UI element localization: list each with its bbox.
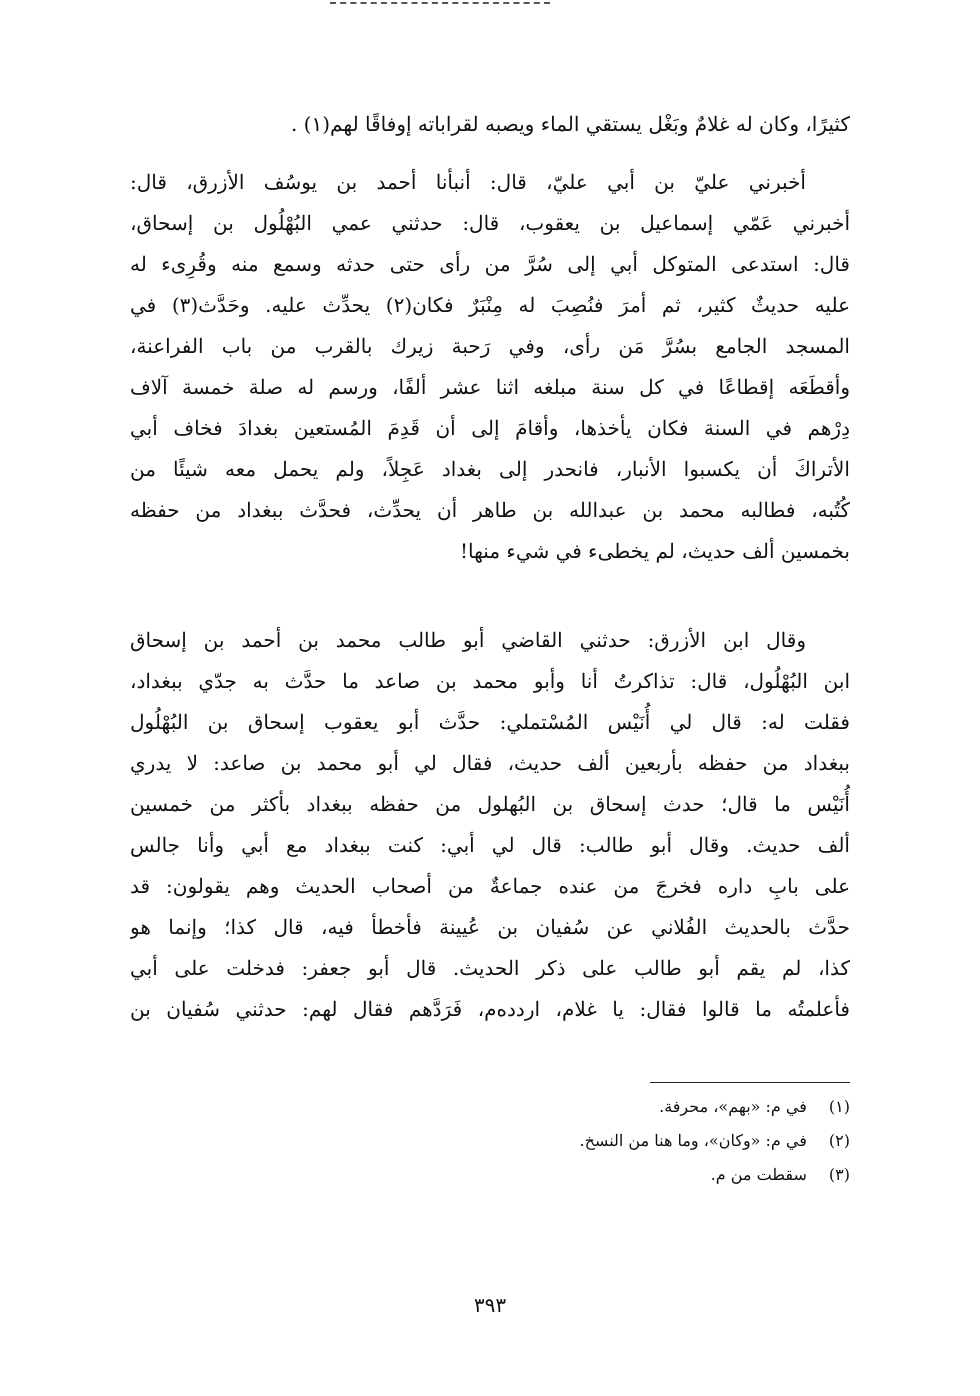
text-line: بخمسين ألف حديث، لم يخطىء في شيء منها!	[459, 539, 850, 563]
text-line: وقال ابن الأزرق: حدثني القاضي أبو طالب محمد بن أحمد بن إسحاق	[130, 628, 806, 652]
text-line: كُتُبه، فطالبه محمد بن عبدالله بن طاهر أن يحدِّث، فحدَّث ببغداد من حفظه	[130, 498, 850, 522]
text-line: المسجد الجامع بسُرَّ مَن رأى، وفي رَحبة زيرك بالقرب من باب الفراعنة،	[130, 334, 850, 358]
intro-block	[130, 104, 850, 145]
footnote-2	[400, 1124, 850, 1158]
text-line: على بابِ داره فخرجَ من عنده جماعةٌ من أصحاب الحديث وهم يقولون: قد	[130, 874, 850, 898]
footnote-number: (١)	[828, 1097, 850, 1116]
text-line: كذا، لم يقم أبو طالب على ذكر الحديث. قال أبو جعفر: فدخلت على أبي	[130, 956, 850, 980]
text-line: فأعلمتُه ما قالوا فقال: يا غلام، اردده‌م، فَرَدَّهم فقال لهم: حدثني سُفيان بن	[130, 997, 850, 1021]
footnote-3	[400, 1158, 850, 1192]
paragraph-1	[130, 162, 850, 572]
footnote-number: (٢)	[828, 1131, 850, 1150]
text-line: حدَّث بالحديث الفُلاني عن سُفيان بن عُيينة فأخطأ فيه، قال كذا؛ وإنما هو	[130, 915, 850, 939]
text-line: كثيرًا، وكان له غلامٌ وبَغْل يستقي الماء ويصبه لقراباته إوفاقًا لهم(١) .	[290, 112, 850, 136]
footnotes	[400, 1090, 850, 1192]
footnote-number: (٣)	[828, 1165, 850, 1184]
text-line: عليه حديثٌ كثير، ثم أمرَ فنُصِبَ له مِنْبَرٌ فكان(٢) يحدِّث عليه. وحَدَّث(٣) في	[130, 293, 850, 317]
text-line: ألف حديث. وقال أبو طالب: قال لي أبي: كنت ببغداد مع أبي وأنا جالس	[130, 833, 850, 857]
footnote-text: سقطت من م.	[710, 1165, 807, 1184]
text-line: أخبرني عَمّي إسماعيل بن يعقوب، قال: حدثني عمي البُهْلُول بن إسحاق،	[130, 211, 850, 235]
footnote-divider	[650, 1082, 850, 1083]
text-line: ببغداد من حفظه بأربعين ألف حديث، فقال لي أبو محمد بن صاعد: لا يدري	[130, 751, 850, 775]
text-line: فقلت له: قال لي أُنَيْس المُسْتملي: حدَّث أبو يعقوب إسحاق بن البُهْلُول	[130, 710, 850, 734]
paragraph-2	[130, 620, 850, 1030]
text-line: قال: استدعى المتوكل أبي إلى سُرَّ من رأى حتى حدثه وسمع منه وقُرِىء له	[130, 252, 850, 276]
top-rule	[330, 2, 550, 4]
page-number: ٣٩٣	[473, 1293, 507, 1317]
text-line: الأتراكَ أن يكسبوا الأنبار، فانحدر إلى بغداد عَجِلاً، ولم يحمل معه شيئًا من	[130, 457, 850, 481]
text-line: وأقطَعَه إقطاعًا في كل سنة مبلغه اثنا عشر ألفًا، ورسم له صلة خمسة آلاف	[130, 375, 850, 399]
text-line: دِرْهم في السنة فكان يأخذها، وأقامَ إلى أن قَدِمَ المُستعين بغدادَ فخاف أبي	[130, 416, 850, 440]
footnote-1	[400, 1090, 850, 1124]
text-line: أخبرني عليّ بن أبي عليّ، قال: أنبأنا أحمد بن يوسُف الأزرق، قال:	[130, 170, 806, 194]
text-line: أُنَيْس ما قال؛ حدث إسحاق بن البُهلول من حفظه ببغداد بأكثر من خمسين	[130, 792, 850, 816]
text-line: ابن البُهْلُول، قال: تذاكرتُ أنا وأبو محمد بن صاعد ما حدَّث به جدّي ببغداد،	[130, 669, 850, 693]
footnote-text: في م: «وكان»، وما هنا من النسخ.	[579, 1131, 807, 1150]
footnote-text: في م: «بهم»، محرفة.	[659, 1097, 807, 1116]
